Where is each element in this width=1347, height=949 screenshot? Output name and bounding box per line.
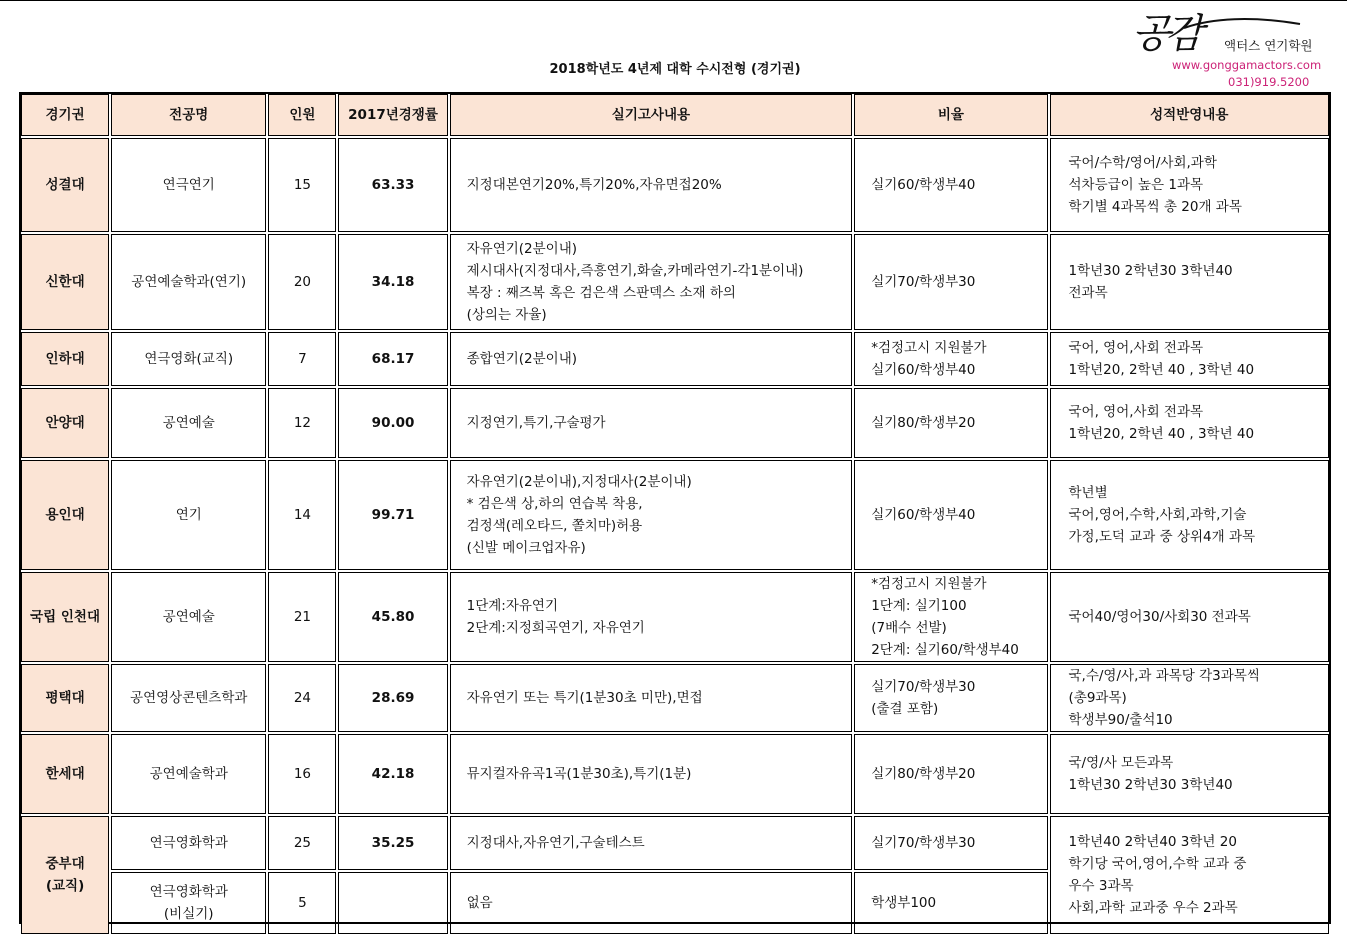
header-region: 경기권 — [21, 94, 109, 136]
exam-content — [450, 388, 853, 458]
ratio — [854, 734, 1047, 814]
exam-content — [450, 664, 853, 732]
grade-content — [1050, 138, 1329, 232]
major-name — [111, 816, 266, 870]
ratio-line: 실기60/학생부40 — [871, 177, 976, 193]
exam-content — [450, 332, 853, 386]
university-name: 신한대 — [21, 234, 109, 330]
grade-content — [1050, 734, 1329, 814]
exam-content-line: 자유연기(2분이내) — [466, 241, 578, 257]
grade-content-line: 국어40/영어30/사회30 전과목 — [1068, 609, 1251, 625]
ratio — [854, 460, 1047, 570]
major-name: 공연예술학과 — [111, 734, 266, 814]
exam-content-line: 자유연기(2분이내),지정대사(2분이내) — [466, 474, 692, 490]
admission-table — [19, 92, 1331, 936]
grade-content-line: 전과목 — [1068, 285, 1108, 301]
grade-content-line: 1학년40 2학년40 3학년 20 — [1068, 834, 1237, 850]
competition-rate: 68.17 — [338, 332, 447, 386]
ratio-line: 실기60/학생부40 — [871, 362, 976, 378]
ratio — [854, 138, 1047, 232]
major-name: 공연예술 — [111, 572, 266, 662]
logo-academy-name: 액터스 연기학원 — [1224, 38, 1313, 53]
quota-count: 12 — [268, 388, 336, 458]
grade-content — [1050, 572, 1329, 662]
exam-content — [450, 872, 853, 934]
ratio — [854, 872, 1047, 934]
university-name: 한세대 — [21, 734, 109, 814]
ratio-line: (7배수 선발) — [871, 620, 947, 636]
quota-count: 25 — [268, 816, 336, 870]
grade-content — [1050, 664, 1329, 732]
quota-count: 7 — [268, 332, 336, 386]
grade-content-line: 1학년30 2학년30 3학년40 — [1068, 777, 1233, 793]
exam-content — [450, 460, 853, 570]
university-name — [21, 816, 109, 934]
header-grade-content: 성적반영내용 — [1050, 94, 1329, 136]
ratio — [854, 572, 1047, 662]
grade-content-line: 우수 3과목 — [1068, 878, 1134, 894]
exam-content — [450, 734, 853, 814]
ratio-line: 1단계: 실기100 — [871, 598, 967, 614]
competition-rate — [338, 872, 447, 934]
exam-content — [450, 138, 853, 232]
quota-count: 24 — [268, 664, 336, 732]
grade-content — [1050, 816, 1329, 934]
ratio-line: 실기70/학생부30 — [871, 679, 976, 695]
table-row — [21, 664, 1329, 732]
logo-mark: 공감 — [1132, 11, 1198, 57]
exam-content — [450, 234, 853, 330]
university-name-line: (교직) — [45, 878, 85, 894]
logo-phone: 031)919.5200 — [1228, 75, 1310, 89]
exam-content — [450, 816, 853, 870]
competition-rate: 42.18 — [338, 734, 447, 814]
competition-rate: 35.25 — [338, 816, 447, 870]
page-title: 2018학년도 4년제 대학 수시전형 (경기권) — [549, 62, 801, 77]
major-name: 연극연기 — [111, 138, 266, 232]
grade-content-line: 국어/수학/영어/사회,과학 — [1068, 155, 1217, 171]
grade-content-line: 국어,영어,수학,사회,과학,기술 — [1068, 507, 1247, 523]
grade-content-line: 국/영/사 모든과목 — [1068, 755, 1174, 771]
header-row — [21, 94, 1329, 136]
academy-logo — [1132, 4, 1332, 89]
ratio — [854, 664, 1047, 732]
exam-content-line: 제시대사(지정대사,즉흥연기,화술,카메라연기-각1분이내) — [466, 263, 804, 279]
exam-content-line: 지정대본연기20%,특기20%,자유면접20% — [466, 177, 722, 193]
header-competition-rate: 2017년경쟁률 — [338, 94, 447, 136]
grade-content-line: 국어, 영어,사회 전과목 — [1068, 340, 1204, 356]
university-name: 성결대 — [21, 138, 109, 232]
ratio-line: 실기60/학생부40 — [871, 507, 976, 523]
grade-content-line: 학생부90/출석10 — [1068, 712, 1173, 728]
table-row — [21, 138, 1329, 232]
grade-content-line: 국,수/영/사,과 과목당 각3과목씩 — [1068, 668, 1260, 684]
exam-content-line: (신발 메이크업자유) — [466, 540, 586, 556]
grade-content-line: 1학년30 2학년30 3학년40 — [1068, 263, 1233, 279]
university-name: 평택대 — [21, 664, 109, 732]
ratio-line: 학생부100 — [871, 895, 937, 911]
ratio — [854, 332, 1047, 386]
university-name-line: 중부대 — [45, 856, 85, 872]
grade-content-line: 국어, 영어,사회 전과목 — [1068, 404, 1204, 420]
university-name: 용인대 — [21, 460, 109, 570]
ratio — [854, 388, 1047, 458]
exam-content-line: 복장 : 째즈복 혹은 검은색 스판덱스 소재 하의 — [466, 285, 736, 301]
quota-count: 21 — [268, 572, 336, 662]
competition-rate: 90.00 — [338, 388, 447, 458]
grade-content — [1050, 388, 1329, 458]
table-row — [21, 734, 1329, 814]
exam-content-line: 지정대사,자유연기,구술테스트 — [466, 835, 645, 851]
major-name: 공연예술 — [111, 388, 266, 458]
ratio — [854, 234, 1047, 330]
exam-content — [450, 572, 853, 662]
header-major: 전공명 — [111, 94, 266, 136]
quota-count: 16 — [268, 734, 336, 814]
ratio-line: 실기70/학생부30 — [871, 274, 976, 290]
grade-content — [1050, 460, 1329, 570]
quota-count: 20 — [268, 234, 336, 330]
exam-content-line: * 검은색 상,하의 연습복 착용, — [466, 496, 643, 512]
university-name: 안양대 — [21, 388, 109, 458]
competition-rate: 28.69 — [338, 664, 447, 732]
grade-content — [1050, 332, 1329, 386]
quota-count: 14 — [268, 460, 336, 570]
table-row — [21, 332, 1329, 386]
logo-website: www.gonggamactors.com — [1172, 58, 1322, 72]
grade-content — [1050, 234, 1329, 330]
grade-content-line: 1학년20, 2학년 40 , 3학년 40 — [1068, 426, 1255, 442]
quota-count: 15 — [268, 138, 336, 232]
competition-rate: 99.71 — [338, 460, 447, 570]
table-row — [21, 460, 1329, 570]
table-body — [21, 138, 1329, 934]
major-name-line: (비실기) — [163, 906, 214, 922]
ratio-line: 실기70/학생부30 — [871, 835, 976, 851]
university-name: 인하대 — [21, 332, 109, 386]
exam-content-line: 종합연기(2분이내) — [466, 351, 578, 367]
major-name-line: 연극영화학과 — [149, 884, 228, 900]
major-name: 공연예술학과(연기) — [111, 234, 266, 330]
major-name: 연극영화(교직) — [111, 332, 266, 386]
major-name: 공연영상콘텐츠학과 — [111, 664, 266, 732]
grade-content-line: 학기별 4과목씩 총 20개 과목 — [1068, 199, 1242, 215]
ratio — [854, 816, 1047, 870]
header-exam-content: 실기고사내용 — [450, 94, 853, 136]
table-row — [21, 816, 1329, 870]
exam-content-line: 지정연기,특기,구술평가 — [466, 415, 606, 431]
grade-content-line: 학기당 국어,영어,수학 교과 중 — [1068, 856, 1247, 872]
exam-content-line: 2단계:지정희곡연기, 자유연기 — [466, 620, 645, 636]
exam-content-line: (상의는 자율) — [466, 307, 547, 323]
header-ratio: 비율 — [854, 94, 1047, 136]
major-name-line: 연극영화학과 — [149, 835, 228, 851]
grade-content-line: 석차등급이 높은 1과목 — [1068, 177, 1204, 193]
table-row — [21, 572, 1329, 662]
competition-rate: 34.18 — [338, 234, 447, 330]
grade-content-line: 학년별 — [1068, 485, 1108, 501]
competition-rate: 45.80 — [338, 572, 447, 662]
ratio-line: *검정고시 지원불가 — [871, 576, 987, 592]
header-count: 인원 — [268, 94, 336, 136]
grade-content-line: (총9과목) — [1068, 690, 1127, 706]
university-name: 국립 인천대 — [21, 572, 109, 662]
exam-content-line: 자유연기 또는 특기(1분30초 미만),면접 — [466, 690, 703, 706]
ratio-line: 실기80/학생부20 — [871, 415, 976, 431]
grade-content-line: 사회,과학 교과중 우수 2과목 — [1068, 900, 1238, 916]
ratio-line: 2단계: 실기60/학생부40 — [871, 642, 1019, 658]
quota-count: 5 — [268, 872, 336, 934]
grade-content-line: 1학년20, 2학년 40 , 3학년 40 — [1068, 362, 1255, 378]
exam-content-line: 검정색(레오타드, 쫄치마)허용 — [466, 518, 643, 534]
major-name: 연기 — [111, 460, 266, 570]
major-name — [111, 872, 266, 934]
table-row — [21, 234, 1329, 330]
ratio-line: 실기80/학생부20 — [871, 766, 976, 782]
exam-content-line: 뮤지컬자유곡1곡(1분30초),특기(1분) — [466, 766, 692, 782]
table-row — [21, 388, 1329, 458]
ratio-line: (출결 포함) — [871, 701, 939, 717]
grade-content-line: 가정,도덕 교과 중 상위4개 과목 — [1068, 529, 1256, 545]
top-border-line — [0, 0, 1347, 1]
ratio-line: *검정고시 지원불가 — [871, 340, 987, 356]
competition-rate: 63.33 — [338, 138, 447, 232]
exam-content-line: 없음 — [466, 895, 493, 911]
logo-swash-icon — [1182, 14, 1302, 34]
exam-content-line: 1단계:자유연기 — [466, 598, 558, 614]
